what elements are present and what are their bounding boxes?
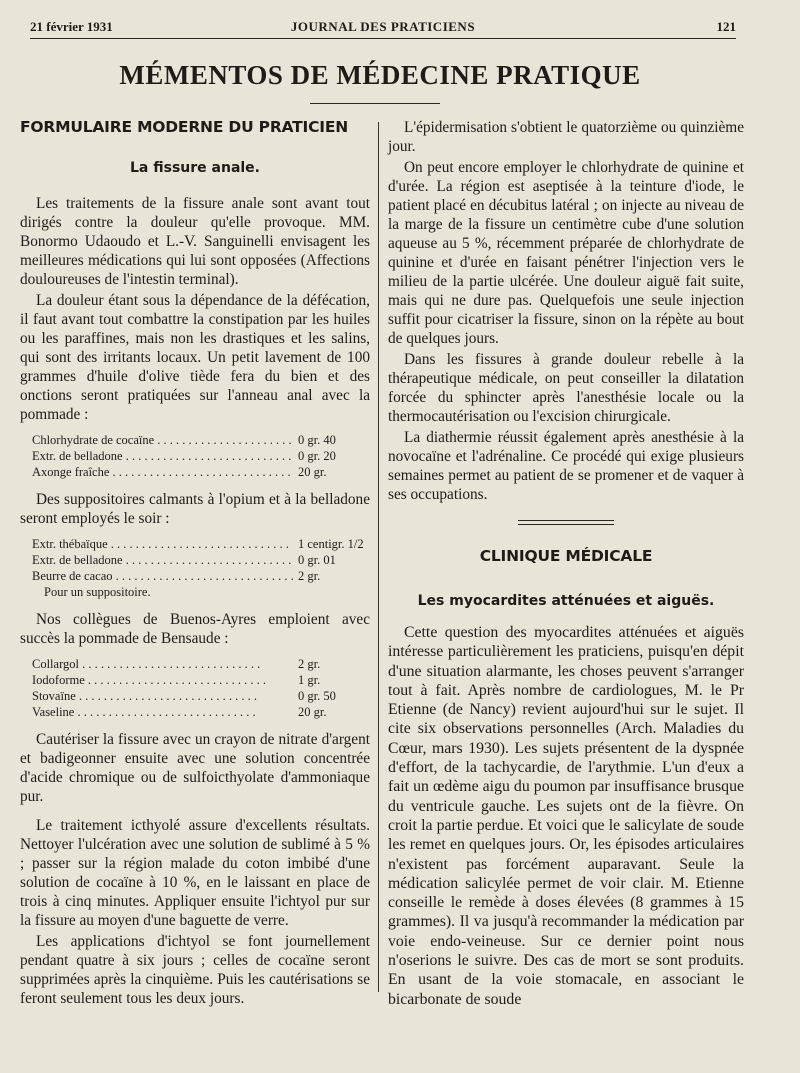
paragraph: On peut encore employer le chlorhydrate de quinine et d'urée. La région est aseptisée à la teinture d'iode, le patient placé en décubitus latéral ; on injecte au niveau de la marge de la fissure un centimètre cube d'une solution aqueuse au 5 %, récemment préparée de chlorhydrate de quinine et d'urée en faisant pénétrer l'injection vers le milieu de la partie ulcérée. Une douleur aiguë fait suite, mais qui ne dure pas. Quelquefois une seule injection suffit pour cicatriser la fissure, sinon on la répète au bout de quelques jours. — [388, 159, 744, 347]
ingredient-name: Beurre de cacao . . . — [32, 568, 294, 584]
recipe-row — [32, 656, 370, 672]
recipe-row — [32, 432, 370, 448]
ingredient-qty: 1 centigr. 1/2 — [294, 536, 370, 552]
journal-name: JOURNAL DES PRATICIENS — [290, 19, 476, 34]
recipe-row — [32, 464, 370, 480]
recipe-row — [32, 672, 370, 688]
paragraph: Cette question des myocardites atténuées et aiguës intéresse particulièrement les praticiens, puisqu'en dépit d'une situation alarmante, les choses peuvent s'arranger tout à fait. Après nombre de cardiologues, M. le Pr Etienne (de Nancy) revient aujourd'hui sur le sujet. Il cite six observations personnelles (Arch. Maladies du Cœur, mars 1930). Les sujets présentent de la dyspnée d'effort, de la tachycardie, de l'arythmie. L'un d'eux a fait un œdème aigu du poumon par insuffisance brusque du ventricule gauche. Les sujets ont de la fièvre. On croit la partie perdue. Et voici que le salicylate de soude les remet en quelques jours. Or, les épisodes articulaires n'existent pas forcément auparavant. Seule la médication salicylée permet de voir clair. M. Etienne conseille le remède à doses élevées (8 grammes à 15 grammes). Il va jusqu'à recommander la médication par voie endo-veineuse. Sur ce dernier point nous n'oserions le suivre. Des cas de mort se sont produits. En usant de la voie stomacale, en associant le bicarbonate de soude — [388, 624, 744, 1008]
section-heading-clinique: CLINIQUE MÉDICALE — [479, 547, 653, 565]
ingredient-qty: 20 gr. — [294, 464, 370, 480]
paragraph: Les applications d'ichtyol se font journellement pendant quatre à six jours ; celles de cocaïne seront supprimées après la cinquième. Puis les cautérisations se feront seulement tous les deux jours. — [20, 933, 370, 1007]
ingredient-qty: 0 gr. 50 — [294, 688, 370, 704]
ingredient-qty: 0 gr. 20 — [294, 448, 370, 464]
section-separator — [518, 520, 614, 525]
page-title: MÉMENTOS DE MÉDECINE PRATIQUE — [119, 60, 641, 90]
running-head — [30, 16, 736, 39]
ingredient-name: Collargol . . . — [32, 656, 294, 672]
paragraph: La diathermie réussit également après anesthésie à la novocaïne et l'adrénaline. Ce procédé qui exige plusieurs semaines permet au patient de se promener et de vaquer à ses occupations. — [388, 429, 744, 503]
recipe-row — [32, 448, 370, 464]
article-title-fissure: La fissure anale. — [130, 160, 260, 176]
recipe-pommade — [32, 432, 370, 480]
paragraph: Cautériser la fissure avec un crayon de nitrate d'argent et badigeonner ensuite avec une solution concentrée d'acide chromique ou de sulfoicthyolate d'ammoniaque pur. — [20, 731, 370, 805]
ingredient-name: Chlorhydrate de cocaïne . . . — [32, 432, 294, 448]
ingredient-name: Axonge fraîche . . . — [32, 464, 294, 480]
ingredient-qty: 1 gr. — [294, 672, 370, 688]
recipe-row — [32, 688, 370, 704]
recipe-row — [32, 568, 370, 584]
ingredient-qty: 0 gr. 01 — [294, 552, 370, 568]
ingredient-name: Extr. de belladone . . . — [32, 448, 294, 464]
column-divider — [378, 122, 379, 992]
ingredient-name: Iodoforme . . . — [32, 672, 294, 688]
left-column — [20, 118, 370, 1008]
ingredient-qty: 2 gr. — [294, 656, 370, 672]
recipe-row — [32, 552, 370, 568]
paragraph: L'épidermisation s'obtient le quatorzième ou quinzième jour. — [388, 119, 744, 155]
ingredient-name: Extr. de belladone . . . — [32, 552, 294, 568]
article-title-myocardites: Les myocardites atténuées et aiguës. — [417, 593, 715, 609]
ingredient-qty: 20 gr. — [294, 704, 370, 720]
recipe-row — [32, 536, 370, 552]
ingredient-name: Vaseline . . . — [32, 704, 294, 720]
ingredient-name: Extr. thébaïque . . . — [32, 536, 294, 552]
ingredient-name: Stovaïne . . . — [32, 688, 294, 704]
recipe-bensaude — [32, 656, 370, 720]
paragraph: Nos collègues de Buenos-Ayres emploient avec succès la pommade de Bensaude : — [20, 611, 370, 647]
ingredient-qty: 0 gr. 40 — [294, 432, 370, 448]
recipe-row — [32, 704, 370, 720]
paragraph: La douleur étant sous la dépendance de la défécation, il faut avant tout combattre la constipation par les huiles ou les paraffines, mais non les drastiques et les salins, qui sont des irritants locaux. Un petit lavement de 100 grammes d'huile d'olive tiède fera du bien et des onctions seront pratiquées sur l'anneau anal avec la pommade : — [20, 292, 370, 423]
paragraph: Des suppositoires calmants à l'opium et à la belladone seront employés le soir : — [20, 491, 370, 527]
recipe-note: Pour un suppositoire. — [44, 585, 151, 599]
issue-date: 21 février 1931 — [30, 19, 113, 34]
title-rule — [310, 103, 440, 104]
paragraph: Dans les fissures à grande douleur rebelle à la thérapeutique médicale, on peut conseiller la dilatation forcée du sphincter après l'anesthésie locale ou la thermocautérisation ou l'excision chirurgicale. — [388, 351, 744, 425]
paragraph: Le traitement icthyolé assure d'excellents résultats. Nettoyer l'ulcération avec une solution de sublimé à 5 % ; passer sur la région malade du coton imbibé d'une solution de cocaïne à 10 %, en le laissant en place de trois à cinq minutes. Appliquer ensuite l'ichtyol pur sur la fissure au moyen d'une baguette de verre. — [20, 817, 370, 929]
paragraph: Les traitements de la fissure anale sont avant tout dirigés contre la douleur qu'elle provoque. MM. Bonormo Udaoudo et L.-V. Sanguinelli envisagent les meilleures médications qui lui sont opposées (Affections douloureuses de l'intestin terminal). — [20, 195, 370, 288]
recipe-suppositoire — [32, 536, 370, 600]
ingredient-qty: 2 gr. — [294, 568, 370, 584]
right-column — [388, 118, 744, 1009]
section-heading-formulaire: FORMULAIRE MODERNE DU PRATICIEN — [20, 118, 348, 136]
page-number: 121 — [716, 19, 736, 34]
